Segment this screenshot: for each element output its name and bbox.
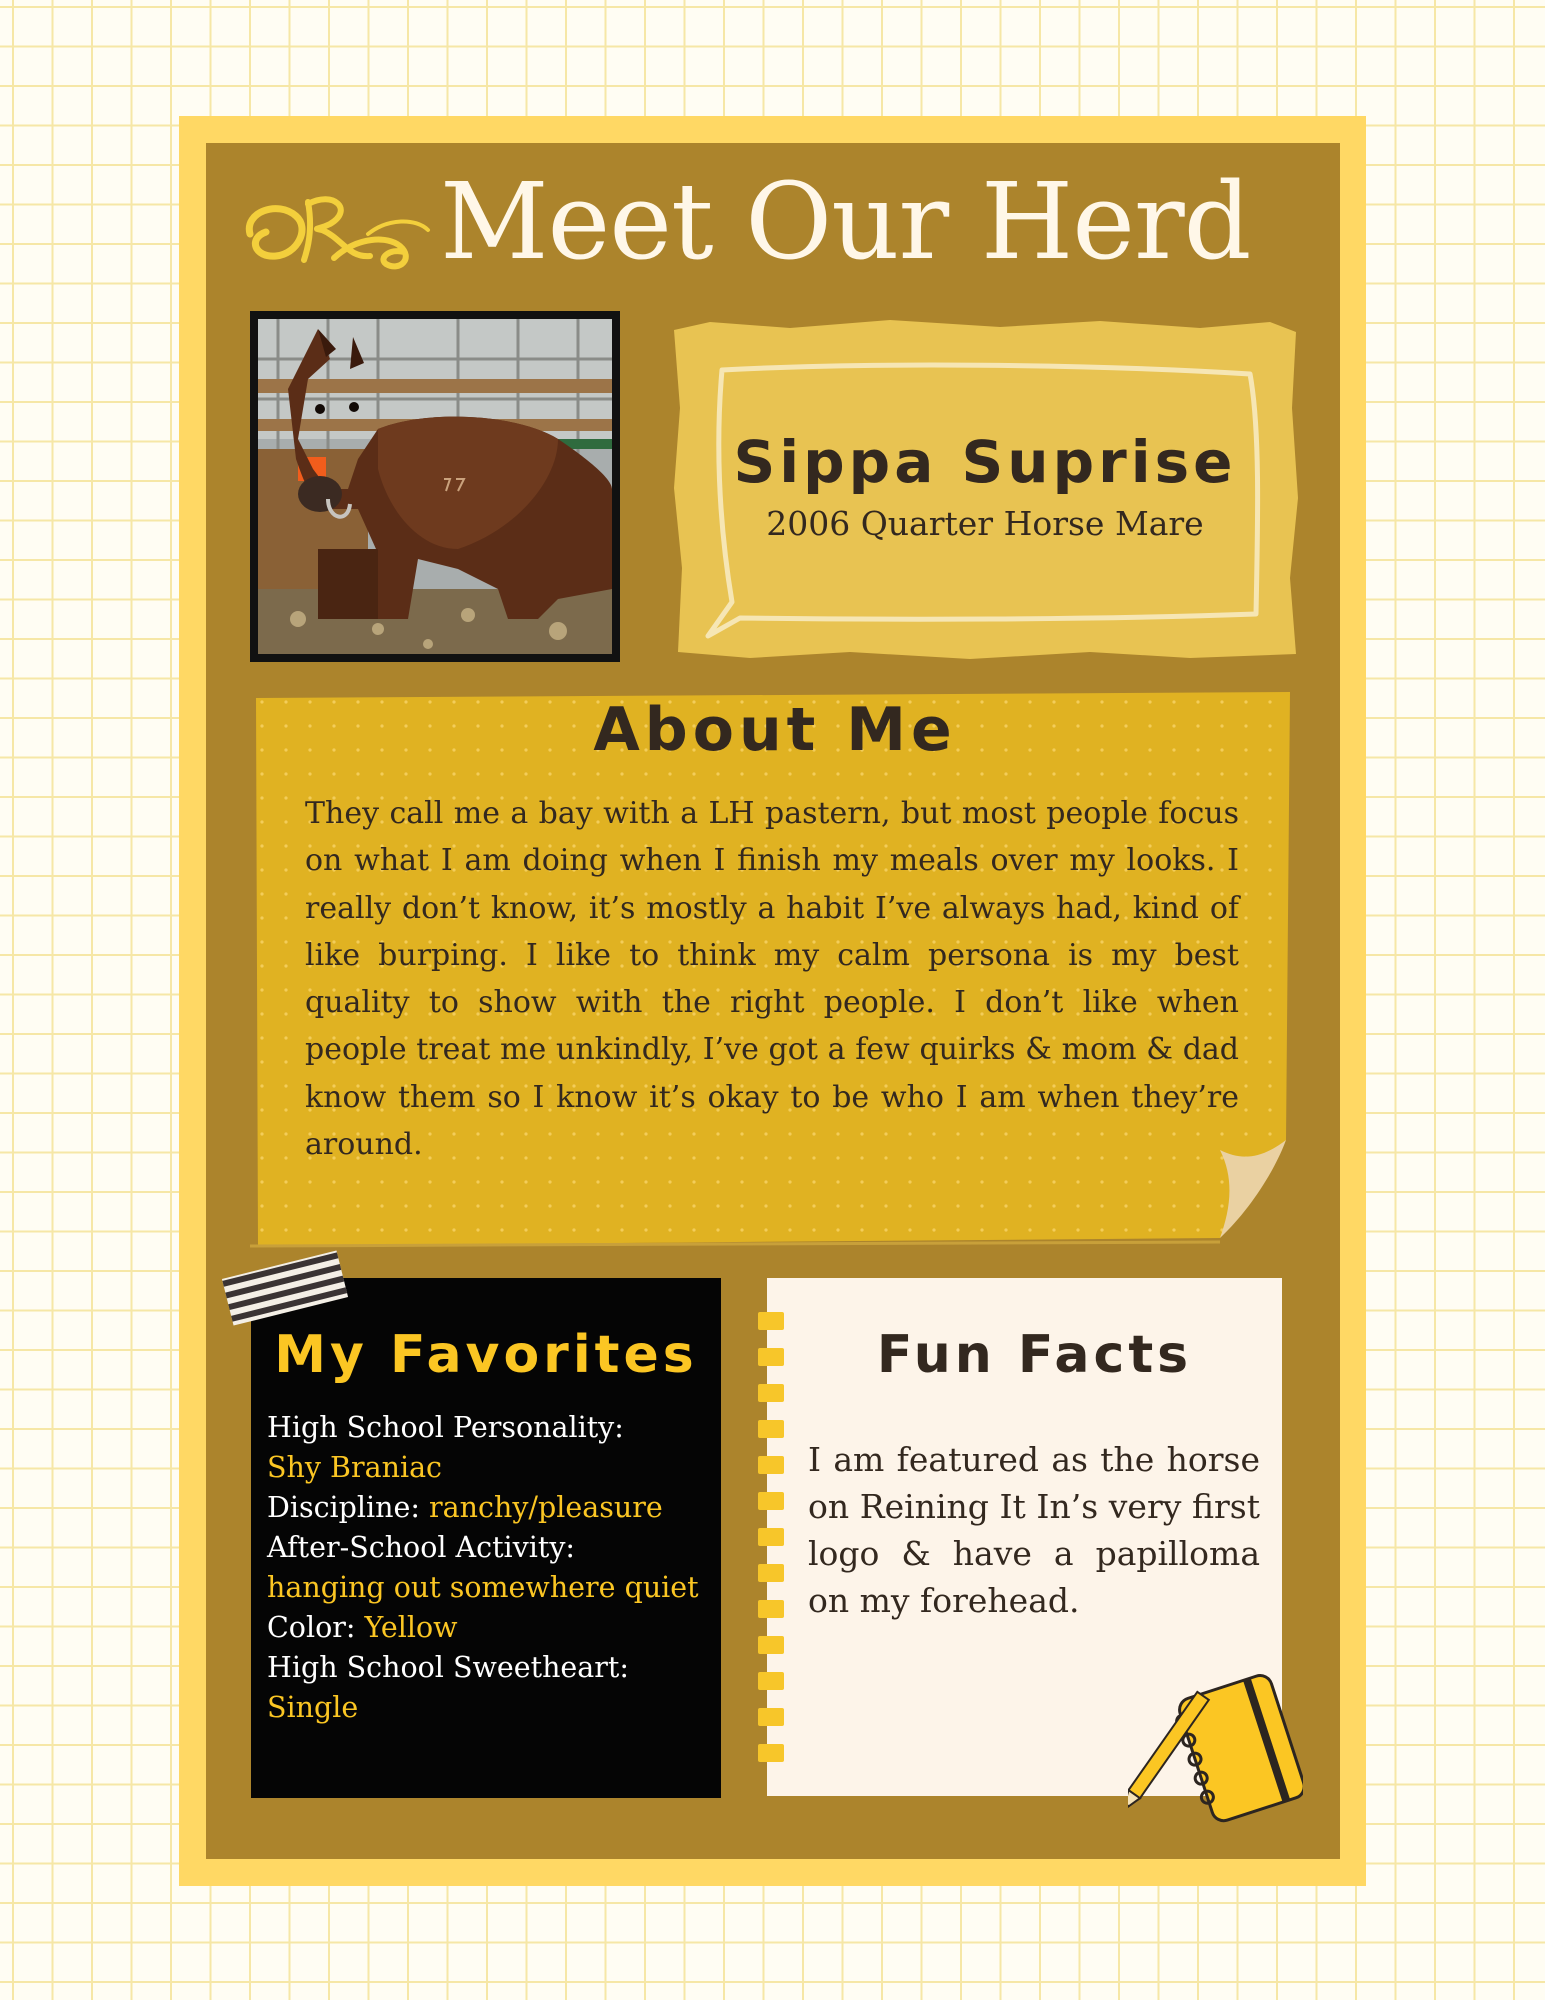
favorite-item: [267, 1408, 719, 1488]
fun-facts-title: Fun Facts: [876, 1325, 1193, 1385]
horse-name: Sippa Suprise: [733, 428, 1237, 496]
favorite-value: Yellow: [364, 1611, 458, 1644]
favorite-label: Color:: [267, 1611, 356, 1644]
favorite-value: hanging out somewhere quiet: [267, 1571, 699, 1604]
favorite-label: High School Personality:: [267, 1411, 624, 1444]
horse-photo-frame: [250, 311, 620, 662]
notebook-pencil-icon: [1128, 1672, 1303, 1842]
tape-decoration: [220, 1248, 350, 1328]
favorites-list: [267, 1408, 719, 1728]
page-title: Meet Our Herd: [440, 160, 1251, 283]
favorite-value: ranchy/pleasure: [429, 1491, 663, 1524]
favorite-label: After-School Activity:: [267, 1531, 576, 1564]
favorites-title: My Favorites: [274, 1325, 698, 1385]
favorite-item: [267, 1488, 719, 1528]
ranch-logo-icon: [238, 172, 438, 282]
favorite-label: High School Sweetheart:: [267, 1651, 629, 1684]
fun-facts-text: I am featured as the horse on Reining It In’s very first logo & have a papilloma on my forehead.: [808, 1440, 1260, 1620]
favorite-value: Single: [267, 1691, 359, 1724]
about-title: About Me: [593, 695, 957, 765]
favorite-item: [267, 1648, 719, 1728]
favorite-item: [267, 1608, 719, 1648]
horse-subtitle: 2006 Quarter Horse Mare: [766, 504, 1204, 543]
about-text: They call me a bay with a LH pastern, but most people focus on what I am doing when I finish my meals over my looks. I really don’t know, it’s mostly a habit I’ve always had, kind of like burping. I like to think my calm persona is my best quality to show with the right people. I don’t like when people treat me unkindly, I’ve got a few quirks & mom & dad know them so I know it’s okay to be who I am when they’re around.: [305, 796, 1239, 1163]
favorite-label: Discipline:: [267, 1491, 420, 1524]
spiral-binding-decoration: [756, 1312, 786, 1772]
horse-photo: [258, 319, 612, 654]
favorite-value: Shy Braniac: [267, 1451, 443, 1484]
favorite-item: [267, 1528, 719, 1608]
